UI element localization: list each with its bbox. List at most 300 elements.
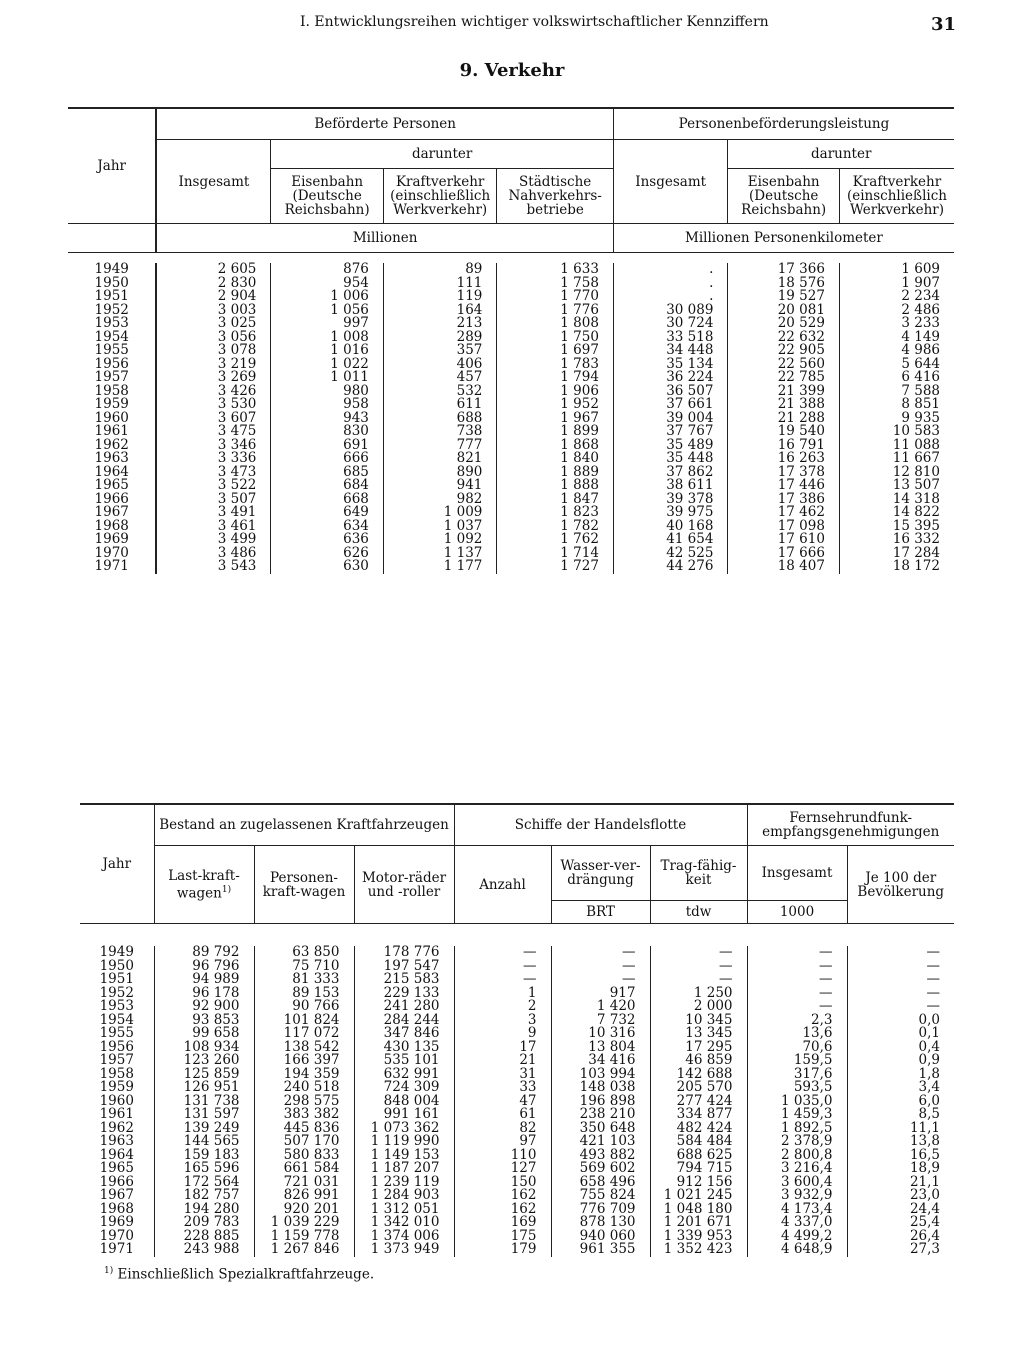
value-cell: 215 583	[354, 973, 454, 987]
year-cell: 1949	[94, 261, 129, 277]
value-cell: 3 475	[156, 425, 271, 439]
value-cell: 1 056	[271, 304, 384, 318]
value-cell: 97	[454, 1135, 551, 1149]
value-cell: 238 210	[551, 1108, 650, 1122]
value-cell: 4 149	[839, 331, 954, 345]
value-cell: 13 804	[551, 1041, 650, 1055]
value-cell: 1 868	[497, 439, 614, 453]
value-cell: 636	[271, 533, 384, 547]
value-cell: 1 750	[497, 331, 614, 345]
value-cell: 1 137	[383, 547, 497, 561]
value-cell: —	[551, 973, 650, 987]
value-cell: 4 337,0	[747, 1216, 847, 1230]
value-cell: 175	[454, 1230, 551, 1244]
value-cell: 75 710	[254, 960, 354, 974]
value-cell: —	[650, 960, 747, 974]
value-cell: 298 575	[254, 1095, 354, 1109]
value-cell: 159,5	[747, 1054, 847, 1068]
value-cell: 1 022	[271, 358, 384, 372]
value-cell: 241 280	[354, 1000, 454, 1014]
value-cell: 21 399	[728, 385, 840, 399]
year-cell: 1964	[99, 1146, 134, 1163]
value-cell: 2 234	[839, 290, 954, 304]
value-cell: 14 822	[839, 506, 954, 520]
value-cell: 1	[454, 987, 551, 1001]
group-header-persons: Beförderte Personen	[156, 108, 613, 140]
value-cell: 1 783	[497, 358, 614, 372]
value-cell: —	[551, 946, 650, 960]
year-cell: 1971	[94, 558, 129, 574]
value-cell: 1 267 846	[254, 1243, 354, 1257]
value-cell: 1 782	[497, 520, 614, 534]
value-cell: 205 570	[650, 1081, 747, 1095]
value-cell: 2 830	[156, 277, 271, 291]
col-header-road: Kraftverkehr (einschließlich Werkverkehr)	[839, 169, 954, 224]
value-cell: 721 031	[254, 1176, 354, 1190]
value-cell: 37 767	[613, 425, 728, 439]
value-cell: 197 547	[354, 960, 454, 974]
value-cell: 794 715	[650, 1162, 747, 1176]
value-cell: 30 724	[613, 317, 728, 331]
value-cell: 1 633	[497, 263, 614, 277]
year-cell: 1968	[94, 517, 129, 534]
value-cell: 12 810	[839, 466, 954, 480]
value-cell: 1 952	[497, 398, 614, 412]
value-cell: 1 149 153	[354, 1149, 454, 1163]
group-header-performance: Personenbeförderungsleistung	[613, 108, 954, 140]
value-cell: 3	[454, 1014, 551, 1028]
value-cell: 1 823	[497, 506, 614, 520]
value-cell: 162	[454, 1189, 551, 1203]
value-cell: 666	[271, 452, 384, 466]
year-cell: 1969	[94, 531, 129, 547]
value-cell: 1 009	[383, 506, 497, 520]
value-cell: 20 081	[728, 304, 840, 318]
value-cell: 668	[271, 493, 384, 507]
value-cell: 406	[383, 358, 497, 372]
value-cell: 22 785	[728, 371, 840, 385]
year-cell: 1950	[99, 957, 134, 974]
year-cell: 1970	[99, 1227, 134, 1244]
value-cell: 3 473	[156, 466, 271, 480]
value-cell: 626	[271, 547, 384, 561]
col-header-urban: Städtische Nahverkehrs-betriebe	[497, 169, 614, 224]
value-cell: 3 486	[156, 547, 271, 561]
value-cell: 194 359	[254, 1068, 354, 1082]
value-cell: 15 395	[839, 520, 954, 534]
year-cell: 1955	[94, 342, 129, 358]
value-cell: 111	[383, 277, 497, 291]
value-cell: —	[847, 946, 954, 960]
year-header: Jahr	[80, 804, 154, 924]
year-cell: 1968	[99, 1200, 134, 1217]
value-cell: 131 597	[154, 1108, 254, 1122]
value-cell: 3 607	[156, 412, 271, 426]
value-cell: 229 133	[354, 987, 454, 1001]
value-cell: 3 600,4	[747, 1176, 847, 1190]
value-cell: 0,0	[847, 1014, 954, 1028]
value-cell: —	[847, 960, 954, 974]
year-cell: 1954	[99, 1011, 134, 1028]
value-cell: 350 648	[551, 1122, 650, 1136]
value-cell: 22 632	[728, 331, 840, 345]
value-cell: 3 269	[156, 371, 271, 385]
unit-row: Millionen Personenkilometer	[613, 224, 954, 253]
value-cell: 1 250	[650, 987, 747, 1001]
value-cell: 119	[383, 290, 497, 304]
value-cell: 317,6	[747, 1068, 847, 1082]
value-cell: 776 709	[551, 1203, 650, 1217]
value-cell: 228 885	[154, 1230, 254, 1244]
value-cell: 35 489	[613, 439, 728, 453]
value-cell: 1 776	[497, 304, 614, 318]
value-cell: .	[613, 277, 728, 291]
col-header-rail: Eisenbahn (Deutsche Reichsbahn)	[728, 169, 840, 224]
value-cell: 289	[383, 331, 497, 345]
year-cell: 1956	[99, 1038, 134, 1055]
subgroup-header: darunter	[728, 140, 954, 169]
value-cell: 1 008	[271, 331, 384, 345]
year-cell: 1959	[94, 396, 129, 412]
value-cell: 3 003	[156, 304, 271, 318]
value-cell: 649	[271, 506, 384, 520]
group-header-vehicles: Bestand an zugelassenen Kraftfahrzeugen	[154, 804, 454, 846]
value-cell: 3 216,4	[747, 1162, 847, 1176]
value-cell: 17 366	[728, 263, 840, 277]
value-cell: 35 448	[613, 452, 728, 466]
value-cell: 1 808	[497, 317, 614, 331]
value-cell: 82	[454, 1122, 551, 1136]
value-cell: 1 239 119	[354, 1176, 454, 1190]
value-cell: 19 540	[728, 425, 840, 439]
value-cell: 691	[271, 439, 384, 453]
value-cell: 878 130	[551, 1216, 650, 1230]
value-cell: 1 888	[497, 479, 614, 493]
year-cell: 1960	[99, 1092, 134, 1109]
value-cell: 17 098	[728, 520, 840, 534]
value-cell: 3 543	[156, 560, 271, 574]
year-cell: 1950	[94, 274, 129, 291]
value-cell: 164	[383, 304, 497, 318]
value-cell: 493 882	[551, 1149, 650, 1163]
value-cell: 2	[454, 1000, 551, 1014]
value-cell: 1 342 010	[354, 1216, 454, 1230]
value-cell: 99 658	[154, 1027, 254, 1041]
value-cell: —	[551, 960, 650, 974]
year-cell: 1971	[99, 1241, 134, 1257]
value-cell: 127	[454, 1162, 551, 1176]
value-cell: 40 168	[613, 520, 728, 534]
value-cell: 17 284	[839, 547, 954, 561]
value-cell: 36 507	[613, 385, 728, 399]
value-cell: 724 309	[354, 1081, 454, 1095]
value-cell: 334 877	[650, 1108, 747, 1122]
value-cell: 1 177	[383, 560, 497, 574]
value-cell: 1 889	[497, 466, 614, 480]
year-cell: 1963	[99, 1133, 134, 1149]
value-cell: 1 201 671	[650, 1216, 747, 1230]
value-cell: 777	[383, 439, 497, 453]
year-cell: 1966	[94, 490, 129, 507]
value-cell: 4 499,2	[747, 1230, 847, 1244]
year-cell: 1962	[94, 436, 129, 453]
value-cell: 3 491	[156, 506, 271, 520]
value-cell: 2 800,8	[747, 1149, 847, 1163]
value-cell: 44 276	[613, 560, 728, 574]
value-cell: 2 000	[650, 1000, 747, 1014]
year-cell: 1967	[99, 1187, 134, 1203]
col-header-motorcycles: Motor-räder und -roller	[354, 846, 454, 924]
year-cell: 1956	[94, 355, 129, 372]
value-cell: 3 499	[156, 533, 271, 547]
value-cell: 11,1	[847, 1122, 954, 1136]
value-cell: 4 648,9	[747, 1243, 847, 1257]
year-cell: 1969	[99, 1214, 134, 1230]
value-cell: 21,1	[847, 1176, 954, 1190]
value-cell: 41 654	[613, 533, 728, 547]
section-title: 9. Verkehr	[459, 60, 565, 81]
value-cell: 46 859	[650, 1054, 747, 1068]
value-cell: 17 446	[728, 479, 840, 493]
value-cell: 1 762	[497, 533, 614, 547]
value-cell: 34 448	[613, 344, 728, 358]
year-cell: 1958	[94, 382, 129, 399]
value-cell: 1 899	[497, 425, 614, 439]
value-cell: 685	[271, 466, 384, 480]
value-cell: 148 038	[551, 1081, 650, 1095]
value-cell: 18,9	[847, 1162, 954, 1176]
value-cell: 63 850	[254, 946, 354, 960]
value-cell: 3 056	[156, 331, 271, 345]
value-cell: 196 898	[551, 1095, 650, 1109]
value-cell: 1 892,5	[747, 1122, 847, 1136]
value-cell: 22 560	[728, 358, 840, 372]
year-cell: 1957	[94, 369, 129, 385]
value-cell: 17	[454, 1041, 551, 1055]
value-cell: 1 840	[497, 452, 614, 466]
value-cell: 13,6	[747, 1027, 847, 1041]
value-cell: 3,4	[847, 1081, 954, 1095]
value-cell: 17 610	[728, 533, 840, 547]
col-header-rail: Eisenbahn (Deutsche Reichsbahn)	[271, 169, 384, 224]
value-cell: 821	[383, 452, 497, 466]
value-cell: 738	[383, 425, 497, 439]
value-cell: —	[747, 973, 847, 987]
vehicles-ships-tv-table	[80, 803, 954, 1257]
value-cell: —	[454, 973, 551, 987]
value-cell: 13,8	[847, 1135, 954, 1149]
value-cell: —	[747, 987, 847, 1001]
value-cell: 165 596	[154, 1162, 254, 1176]
value-cell: 991 161	[354, 1108, 454, 1122]
value-cell: 21	[454, 1054, 551, 1068]
value-cell: 38 611	[613, 479, 728, 493]
value-cell: 10 316	[551, 1027, 650, 1041]
value-cell: 169	[454, 1216, 551, 1230]
value-cell: 535 101	[354, 1054, 454, 1068]
value-cell: 954	[271, 277, 384, 291]
page-number: 31	[930, 14, 956, 35]
value-cell: —	[454, 960, 551, 974]
value-cell: 47	[454, 1095, 551, 1109]
value-cell: 30 089	[613, 304, 728, 318]
value-cell: 162	[454, 1203, 551, 1217]
value-cell: —	[747, 960, 847, 974]
value-cell: 182 757	[154, 1189, 254, 1203]
col-header-road: Kraftverkehr (einschließlich Werkverkehr)	[383, 169, 497, 224]
value-cell: 2,3	[747, 1014, 847, 1028]
value-cell: 123 260	[154, 1054, 254, 1068]
table-row	[80, 1243, 954, 1257]
unit-row: Millionen	[156, 224, 613, 253]
value-cell: 89 792	[154, 946, 254, 960]
value-cell: .	[613, 263, 728, 277]
value-cell: 1 073 362	[354, 1122, 454, 1136]
year-cell: 1967	[94, 504, 129, 520]
value-cell: 213	[383, 317, 497, 331]
value-cell: 93 853	[154, 1014, 254, 1028]
year-cell: 1955	[99, 1025, 134, 1041]
value-cell: 1 039 229	[254, 1216, 354, 1230]
value-cell: 1 284 903	[354, 1189, 454, 1203]
value-cell: 39 378	[613, 493, 728, 507]
value-cell: 61	[454, 1108, 551, 1122]
value-cell: 31	[454, 1068, 551, 1082]
value-cell: 3 025	[156, 317, 271, 331]
value-cell: 3 461	[156, 520, 271, 534]
value-cell: 131 738	[154, 1095, 254, 1109]
value-cell: 482 424	[650, 1122, 747, 1136]
value-cell: 33 518	[613, 331, 728, 345]
value-cell: 890	[383, 466, 497, 480]
year-cell: 1962	[99, 1119, 134, 1136]
value-cell: 1 119 990	[354, 1135, 454, 1149]
value-cell: 1 048 180	[650, 1203, 747, 1217]
value-cell: 17 295	[650, 1041, 747, 1055]
value-cell: 35 134	[613, 358, 728, 372]
value-cell: 240 518	[254, 1081, 354, 1095]
value-cell: 284 244	[354, 1014, 454, 1028]
year-cell: 1961	[94, 423, 129, 439]
value-cell: 18 172	[839, 560, 954, 574]
value-cell: 3 346	[156, 439, 271, 453]
value-cell: .	[613, 290, 728, 304]
value-cell: 1 021 245	[650, 1189, 747, 1203]
col-header-trucks: Last-kraft-wagen$^{1)}$	[154, 846, 254, 924]
value-cell: 1,8	[847, 1068, 954, 1082]
value-cell: 1 967	[497, 412, 614, 426]
value-cell: 430 135	[354, 1041, 454, 1055]
year-cell: 1952	[99, 984, 134, 1001]
value-cell: 982	[383, 493, 497, 507]
value-cell: —	[650, 973, 747, 987]
value-cell: 3 426	[156, 385, 271, 399]
value-cell: 3 530	[156, 398, 271, 412]
value-cell: 3 932,9	[747, 1189, 847, 1203]
value-cell: 209 783	[154, 1216, 254, 1230]
value-cell: 8 851	[839, 398, 954, 412]
value-cell: 10 345	[650, 1014, 747, 1028]
value-cell: 940 060	[551, 1230, 650, 1244]
value-cell: 138 542	[254, 1041, 354, 1055]
value-cell: 943	[271, 412, 384, 426]
value-cell: 912 156	[650, 1176, 747, 1190]
value-cell: 2 378,9	[747, 1135, 847, 1149]
value-cell: 457	[383, 371, 497, 385]
value-cell: 27,3	[847, 1243, 954, 1257]
value-cell: 688 625	[650, 1149, 747, 1163]
year-cell: 1970	[94, 544, 129, 561]
value-cell: 961 355	[551, 1243, 650, 1257]
value-cell: 1 420	[551, 1000, 650, 1014]
value-cell: 3 336	[156, 452, 271, 466]
year-cell: 1953	[99, 998, 134, 1014]
value-cell: 755 824	[551, 1189, 650, 1203]
value-cell: 532	[383, 385, 497, 399]
value-cell: 4 173,4	[747, 1203, 847, 1217]
value-cell: 1 794	[497, 371, 614, 385]
value-cell: —	[747, 1000, 847, 1014]
value-cell: 1 092	[383, 533, 497, 547]
running-head: I. Entwicklungsreihen wichtiger volkswirtschaftlicher Kennziffern	[300, 14, 769, 30]
value-cell: 39 975	[613, 506, 728, 520]
year-cell: 1963	[94, 450, 129, 466]
value-cell: 3 219	[156, 358, 271, 372]
value-cell: 11 088	[839, 439, 954, 453]
year-cell: 1949	[99, 944, 134, 960]
value-cell: 36 224	[613, 371, 728, 385]
col-header-tv-total: Insgesamt	[747, 846, 847, 901]
value-cell: 34 416	[551, 1054, 650, 1068]
value-cell: 3 507	[156, 493, 271, 507]
value-cell: 6,0	[847, 1095, 954, 1109]
group-header-ships: Schiffe der Handelsflotte	[454, 804, 747, 846]
value-cell: 1 847	[497, 493, 614, 507]
value-cell: 101 824	[254, 1014, 354, 1028]
year-cell: 1964	[94, 463, 129, 480]
value-cell: 1 374 006	[354, 1230, 454, 1244]
value-cell: 611	[383, 398, 497, 412]
value-cell: 96 796	[154, 960, 254, 974]
value-cell: 18 407	[728, 560, 840, 574]
value-cell: 16 263	[728, 452, 840, 466]
value-cell: 142 688	[650, 1068, 747, 1082]
group-header-tv: Fernsehrundfunk-empfangsgenehmigungen	[747, 804, 954, 846]
value-cell: 876	[271, 263, 384, 277]
value-cell: 421 103	[551, 1135, 650, 1149]
value-cell: 150	[454, 1176, 551, 1190]
value-cell: 941	[383, 479, 497, 493]
value-cell: 688	[383, 412, 497, 426]
value-cell: 1 187 207	[354, 1162, 454, 1176]
value-cell: 17 666	[728, 547, 840, 561]
value-cell: 17 386	[728, 493, 840, 507]
value-cell: 17 462	[728, 506, 840, 520]
year-cell: 1965	[99, 1160, 134, 1176]
value-cell: 125 859	[154, 1068, 254, 1082]
value-cell: 42 525	[613, 547, 728, 561]
value-cell: 94 989	[154, 973, 254, 987]
unit-capacity: tdw	[650, 901, 747, 924]
value-cell: 1 339 953	[650, 1230, 747, 1244]
value-cell: 848 004	[354, 1095, 454, 1109]
footnote: $^{1)}$ Einschließlich Spezialkraftfahrzeuge.	[104, 1266, 375, 1283]
value-cell: 569 602	[551, 1162, 650, 1176]
value-cell: 1 312 051	[354, 1203, 454, 1217]
value-cell: 0,9	[847, 1054, 954, 1068]
value-cell: 8,5	[847, 1108, 954, 1122]
col-header-tv-per100: Je 100 der Bevölkerung	[847, 846, 954, 924]
